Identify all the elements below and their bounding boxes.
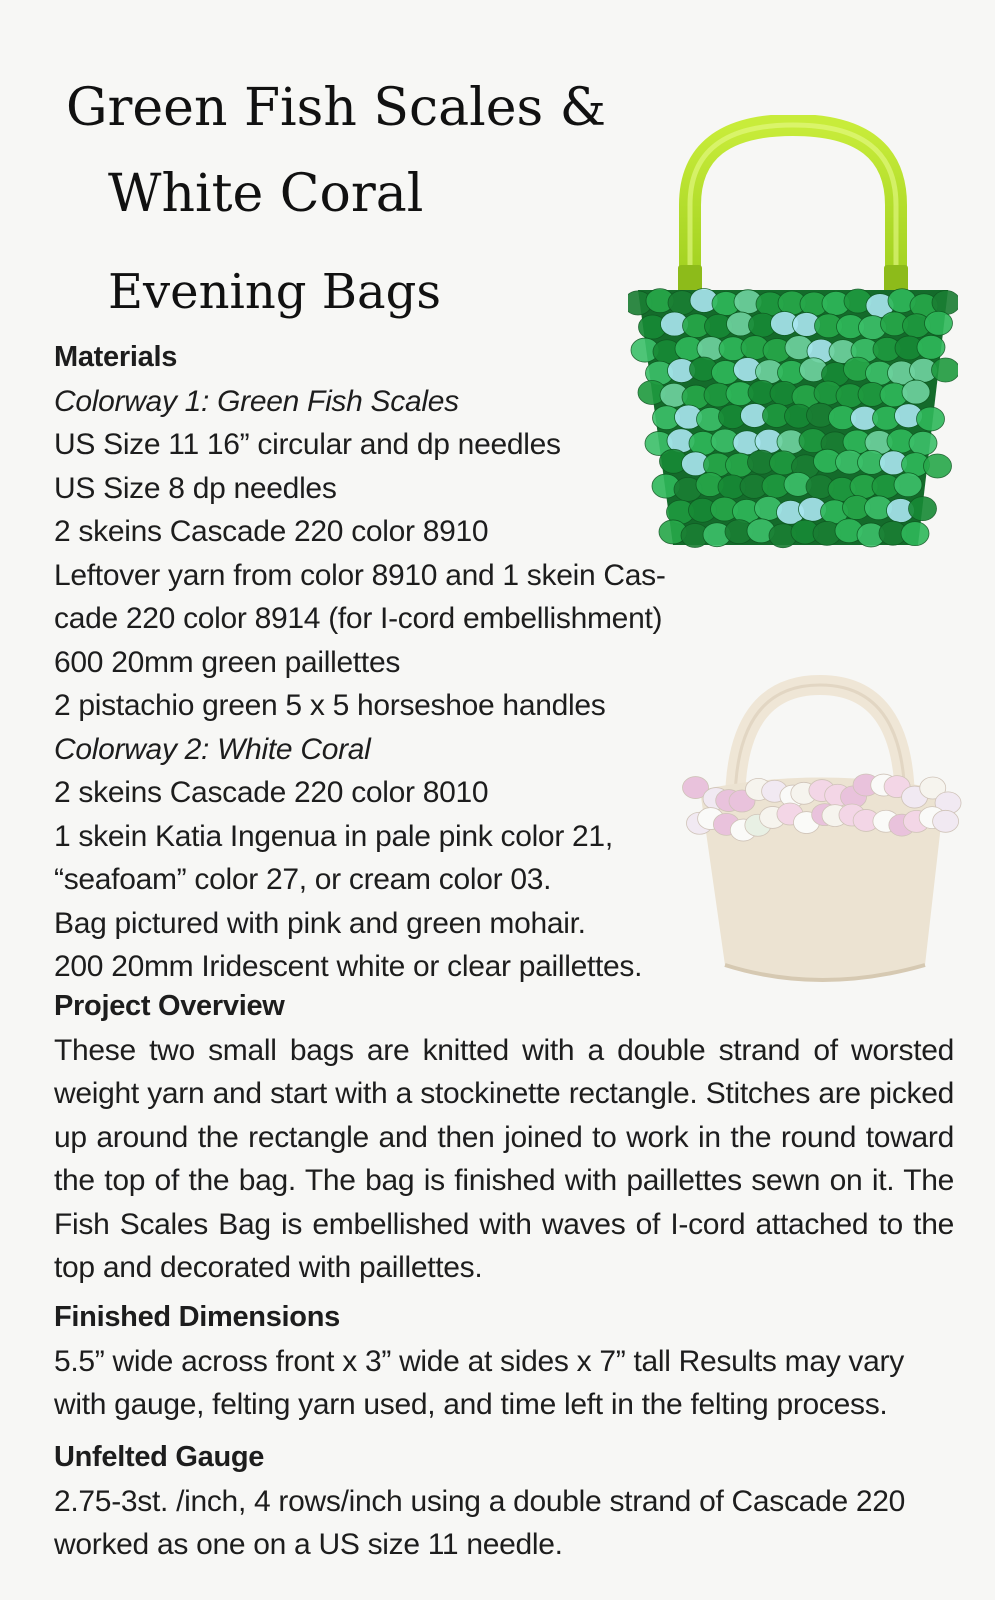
- paillette-icon: [909, 497, 937, 521]
- white-coral-bag-image: [680, 675, 965, 995]
- gauge-text: 2.75-3st. /inch, 4 rows/inch using a double strand of Cascade 220 worked as one on a US size 11 needle.: [54, 1484, 906, 1561]
- colorway-2-label: Colorway 2: White Coral: [54, 732, 371, 766]
- title-line-2: White Coral: [108, 164, 424, 224]
- gauge-heading: Unfelted Gauge: [54, 1441, 265, 1473]
- green-fish-scales-bag-image: [628, 115, 958, 565]
- title-line-3: Evening Bags: [108, 264, 441, 320]
- material-item: 1 skein Katia Ingenua in pale pink color 21,: [54, 819, 613, 853]
- paillette-icon: [932, 358, 959, 382]
- dimensions-heading: Finished Dimensions: [54, 1301, 340, 1333]
- materials-heading: Materials: [54, 341, 178, 373]
- paillette-icon: [932, 291, 958, 315]
- paillette-icon: [902, 380, 930, 404]
- material-item: 200 20mm Iridescent white or clear paillettes.: [54, 950, 643, 983]
- material-item: “seafoam” color 27, or cream color 03.: [54, 863, 552, 896]
- gauge-section: [54, 1436, 954, 1567]
- material-item: Leftover yarn from color 8910 and 1 skein Cas-: [54, 558, 666, 592]
- paillette-icon: [917, 407, 945, 431]
- materials-section: [54, 336, 694, 989]
- title-line-1: Green Fish Scales &: [66, 78, 607, 138]
- overview-heading: Project Overview: [54, 990, 285, 1022]
- paillette-icon: [933, 810, 959, 832]
- paillette-icon: [909, 431, 937, 455]
- colorway-1-label: Colorway 1: Green Fish Scales: [54, 384, 459, 418]
- material-item: 2 skeins Cascade 220 color 8010: [54, 776, 489, 809]
- material-item: 2 skeins Cascade 220 color 8910: [54, 515, 489, 548]
- material-item: cade 220 color 8914 (for I-cord embellishment): [54, 602, 663, 635]
- paillette-icon: [917, 335, 945, 359]
- paillette-icon: [894, 473, 922, 497]
- paillette-icon: [924, 454, 952, 478]
- material-item: US Size 8 dp needles: [54, 471, 337, 505]
- material-item: US Size 11 16” circular and dp needles: [54, 428, 561, 461]
- overview-text: These two small bags are knitted with a double strand of worsted weight yarn and start with a stockinette rectangle. Stitches are picked up around the rectangle and then joined to work in the round toward the top of the bag. The bag is finished with paillettes sewn on it. The Fish Scales Bag is embellished with waves of I-cord attached to the top and decorated with paillettes.: [54, 1033, 954, 1284]
- material-item: 2 pistachio green 5 x 5 horseshoe handles: [54, 689, 606, 722]
- dimensions-section: [54, 1296, 954, 1427]
- paillette-icon: [925, 311, 953, 335]
- material-item: Bag pictured with pink and green mohair.: [54, 906, 586, 940]
- material-item: 600 20mm green paillettes: [54, 645, 401, 679]
- overview-section: [54, 985, 954, 1290]
- paillette-icon: [901, 522, 929, 546]
- dimensions-text: 5.5” wide across front x 3” wide at sides x 7” tall Results may vary with gauge, felting yarn used, and time left in the felting process.: [54, 1344, 904, 1421]
